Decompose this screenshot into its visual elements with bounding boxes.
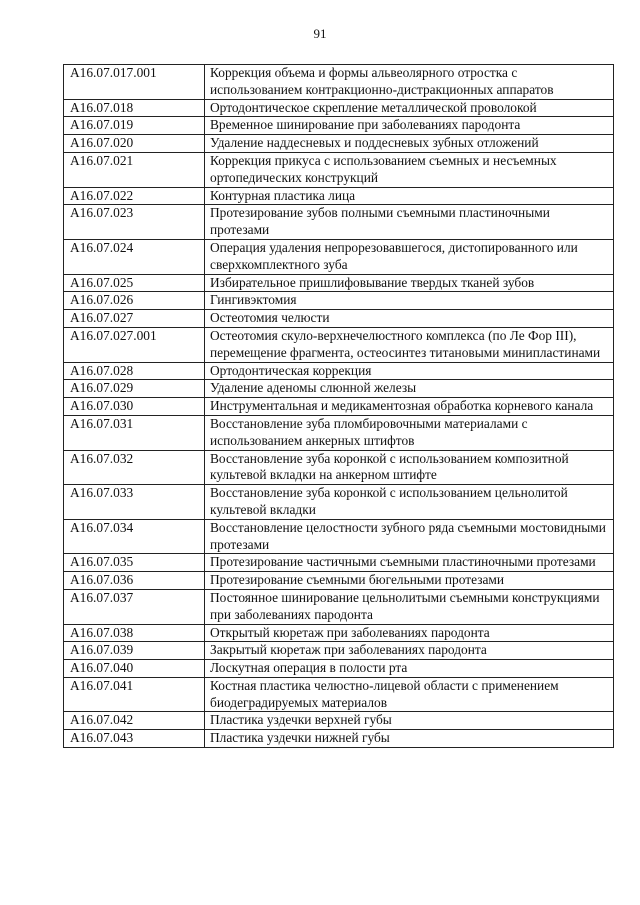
table-row — [64, 152, 614, 187]
table-row — [64, 554, 614, 572]
table-row — [64, 660, 614, 678]
service-code-cell: A16.07.031 — [64, 415, 205, 450]
service-name-cell: Пластика уздечки нижней губы — [205, 730, 614, 748]
service-name-cell: Временное шинирование при заболеваниях пародонта — [205, 117, 614, 135]
service-name-cell: Инструментальная и медикаментозная обработка корневого канала — [205, 398, 614, 416]
table-row — [64, 589, 614, 624]
service-name-cell: Закрытый кюретаж при заболеваниях пародонта — [205, 642, 614, 660]
table-row — [64, 327, 614, 362]
service-code-cell: A16.07.035 — [64, 554, 205, 572]
table-row — [64, 624, 614, 642]
service-code-cell: A16.07.029 — [64, 380, 205, 398]
service-name-cell: Восстановление целостности зубного ряда съемными мостовидными протезами — [205, 519, 614, 554]
service-code-cell: A16.07.039 — [64, 642, 205, 660]
service-code-cell: A16.07.041 — [64, 677, 205, 712]
service-code-cell: A16.07.032 — [64, 450, 205, 485]
service-name-cell: Удаление аденомы слюнной железы — [205, 380, 614, 398]
table-row — [64, 310, 614, 328]
service-name-cell: Контурная пластика лица — [205, 187, 614, 205]
table-row — [64, 642, 614, 660]
table-row — [64, 292, 614, 310]
table-body — [64, 65, 614, 748]
page-number: 91 — [313, 26, 327, 41]
service-name-cell: Ортодонтическое скрепление металлической проволокой — [205, 99, 614, 117]
service-name-cell: Ортодонтическая коррекция — [205, 362, 614, 380]
service-name-cell: Протезирование частичными съемными пластиночными протезами — [205, 554, 614, 572]
table-row — [64, 730, 614, 748]
service-code-cell: A16.07.026 — [64, 292, 205, 310]
service-codes-table — [63, 64, 614, 748]
service-code-cell: A16.07.030 — [64, 398, 205, 416]
service-code-cell: A16.07.033 — [64, 485, 205, 520]
service-code-cell: A16.07.017.001 — [64, 65, 205, 100]
table-row — [64, 415, 614, 450]
service-name-cell: Остеотомия челюсти — [205, 310, 614, 328]
table-row — [64, 519, 614, 554]
table-row — [64, 712, 614, 730]
service-code-cell: A16.07.042 — [64, 712, 205, 730]
table-row — [64, 450, 614, 485]
service-code-cell: A16.07.022 — [64, 187, 205, 205]
table-row — [64, 65, 614, 100]
service-name-cell: Восстановление зуба пломбировочными материалами с использованием анкерных штифтов — [205, 415, 614, 450]
service-name-cell: Удаление наддесневых и поддесневых зубных отложений — [205, 135, 614, 153]
table-row — [64, 677, 614, 712]
service-name-cell: Избирательное пришлифовывание твердых тканей зубов — [205, 274, 614, 292]
service-code-cell: A16.07.024 — [64, 239, 205, 274]
service-name-cell: Восстановление зуба коронкой с использованием цельнолитой культевой вкладки — [205, 485, 614, 520]
service-name-cell: Костная пластика челюстно-лицевой области с применением биодеградируемых материалов — [205, 677, 614, 712]
service-name-cell: Коррекция прикуса с использованием съемных и несъемных ортопедических конструкций — [205, 152, 614, 187]
table-row — [64, 274, 614, 292]
table-row — [64, 135, 614, 153]
service-name-cell: Гингивэктомия — [205, 292, 614, 310]
table-row — [64, 187, 614, 205]
service-name-cell: Коррекция объема и формы альвеолярного отростка с использованием контракционно-дистракционных аппаратов — [205, 65, 614, 100]
table-row — [64, 572, 614, 590]
service-name-cell: Восстановление зуба коронкой с использованием композитной культевой вкладки на анкерном штифте — [205, 450, 614, 485]
service-code-cell: A16.07.036 — [64, 572, 205, 590]
table-row — [64, 398, 614, 416]
service-name-cell: Протезирование съемными бюгельными протезами — [205, 572, 614, 590]
table-row — [64, 362, 614, 380]
service-name-cell: Постоянное шинирование цельнолитыми съемными конструкциями при заболеваниях пародонта — [205, 589, 614, 624]
service-name-cell: Остеотомия скуло-верхнечелюстного комплекса (по Ле Фор III), перемещение фрагмента, остеосинтез титановыми минипластинами — [205, 327, 614, 362]
service-code-cell: A16.07.037 — [64, 589, 205, 624]
service-code-cell: A16.07.038 — [64, 624, 205, 642]
service-code-cell: A16.07.028 — [64, 362, 205, 380]
service-code-cell: A16.07.019 — [64, 117, 205, 135]
table-row — [64, 205, 614, 240]
service-code-cell: A16.07.020 — [64, 135, 205, 153]
service-name-cell: Открытый кюретаж при заболеваниях пародонта — [205, 624, 614, 642]
table-row — [64, 117, 614, 135]
table-row — [64, 99, 614, 117]
service-code-cell: A16.07.043 — [64, 730, 205, 748]
service-code-cell: A16.07.027 — [64, 310, 205, 328]
service-code-cell: A16.07.034 — [64, 519, 205, 554]
service-code-cell: A16.07.023 — [64, 205, 205, 240]
service-name-cell: Операция удаления непрорезовавшегося, дистопированного или сверхкомплектного зуба — [205, 239, 614, 274]
service-code-cell: A16.07.027.001 — [64, 327, 205, 362]
service-name-cell: Протезирование зубов полными съемными пластиночными протезами — [205, 205, 614, 240]
service-code-cell: A16.07.025 — [64, 274, 205, 292]
table-row — [64, 239, 614, 274]
table-row — [64, 485, 614, 520]
table-row — [64, 380, 614, 398]
service-name-cell: Пластика уздечки верхней губы — [205, 712, 614, 730]
service-code-cell: A16.07.018 — [64, 99, 205, 117]
service-code-cell: A16.07.040 — [64, 660, 205, 678]
service-name-cell: Лоскутная операция в полости рта — [205, 660, 614, 678]
service-code-cell: A16.07.021 — [64, 152, 205, 187]
